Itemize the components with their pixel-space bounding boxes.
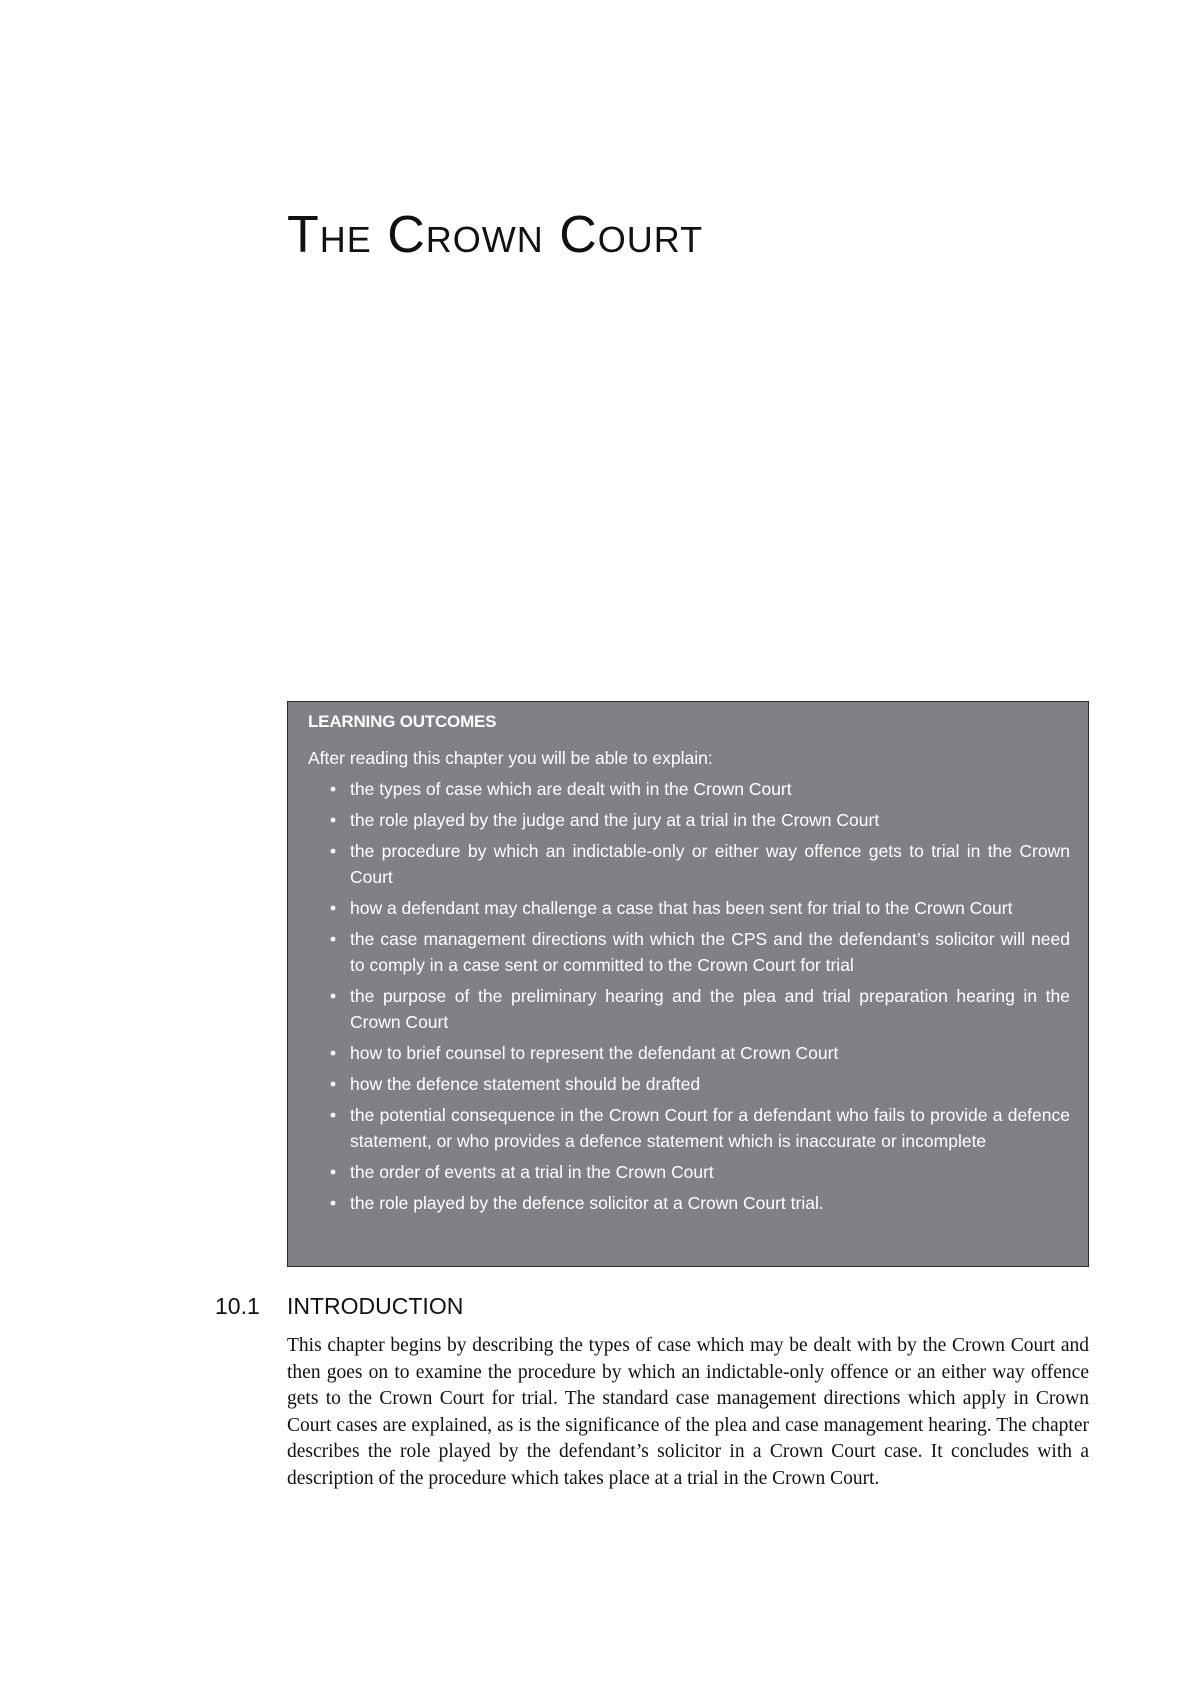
bullet-icon: • (330, 1162, 337, 1182)
learning-outcome-item: • the potential consequence in the Crown Court for a defendant who fails to provide a defence statement, or who provides a defence statement which is inaccurate or incomplete (330, 1102, 1070, 1154)
bullet-icon: • (330, 810, 337, 830)
learning-outcome-item: • the procedure by which an indictable-only or either way offence gets to trial in the Crown Court (330, 838, 1070, 890)
learning-outcome-item: • the types of case which are dealt with in the Crown Court (330, 776, 1070, 802)
bullet-icon: • (330, 929, 337, 949)
bullet-icon: • (330, 1074, 337, 1094)
bullet-icon: • (330, 1105, 337, 1125)
bullet-icon: • (330, 841, 337, 861)
learning-outcome-item: • the role played by the judge and the jury at a trial in the Crown Court (330, 807, 1070, 833)
bullet-icon: • (330, 779, 337, 799)
chapter-title: The Crown Court (287, 206, 704, 264)
bullet-icon: • (330, 898, 337, 918)
learning-outcomes-intro: After reading this chapter you will be able to explain: (308, 748, 713, 768)
learning-outcome-item: • how a defendant may challenge a case that has been sent for trial to the Crown Court (330, 895, 1070, 921)
learning-outcomes-list (308, 776, 1070, 1216)
learning-outcome-item: • the role played by the defence solicitor at a Crown Court trial. (330, 1190, 1070, 1216)
bullet-icon: • (330, 986, 337, 1006)
learning-outcome-item: • the case management directions with which the CPS and the defendant’s solicitor will need to comply in a case sent or committed to the Crown Court for trial (330, 926, 1070, 978)
bullet-icon: • (330, 1193, 337, 1213)
learning-outcome-item: • the purpose of the preliminary hearing and the plea and trial preparation hearing in the Crown Court (330, 983, 1070, 1035)
learning-outcome-item: • how to brief counsel to represent the defendant at Crown Court (330, 1040, 1070, 1066)
section-heading (215, 1291, 463, 1321)
learning-outcome-item: • the order of events at a trial in the Crown Court (330, 1159, 1070, 1185)
bullet-icon: • (330, 1043, 337, 1063)
section-body-paragraph: This chapter begins by describing the types of case which may be dealt with by the Crown Court and then goes on to examine the procedure by which an indictable-only offence or an either way offence gets to the Crown Court for trial. The standard case management directions which apply in Crown Court cases are explained, as is the significance of the plea and case management hearing. The chapter describes the role played by the defendant’s solicitor in a Crown Court case. It concludes with a description of the procedure which takes place at a trial in the Crown Court. (287, 1335, 1089, 1489)
learning-outcome-item: • how the defence statement should be drafted (330, 1071, 1070, 1097)
learning-outcomes-heading: LEARNING OUTCOMES (308, 712, 497, 731)
section-title: INTRODUCTION (287, 1293, 464, 1319)
learning-outcomes-box (287, 701, 1089, 1267)
section-number: 10.1 (215, 1293, 260, 1319)
